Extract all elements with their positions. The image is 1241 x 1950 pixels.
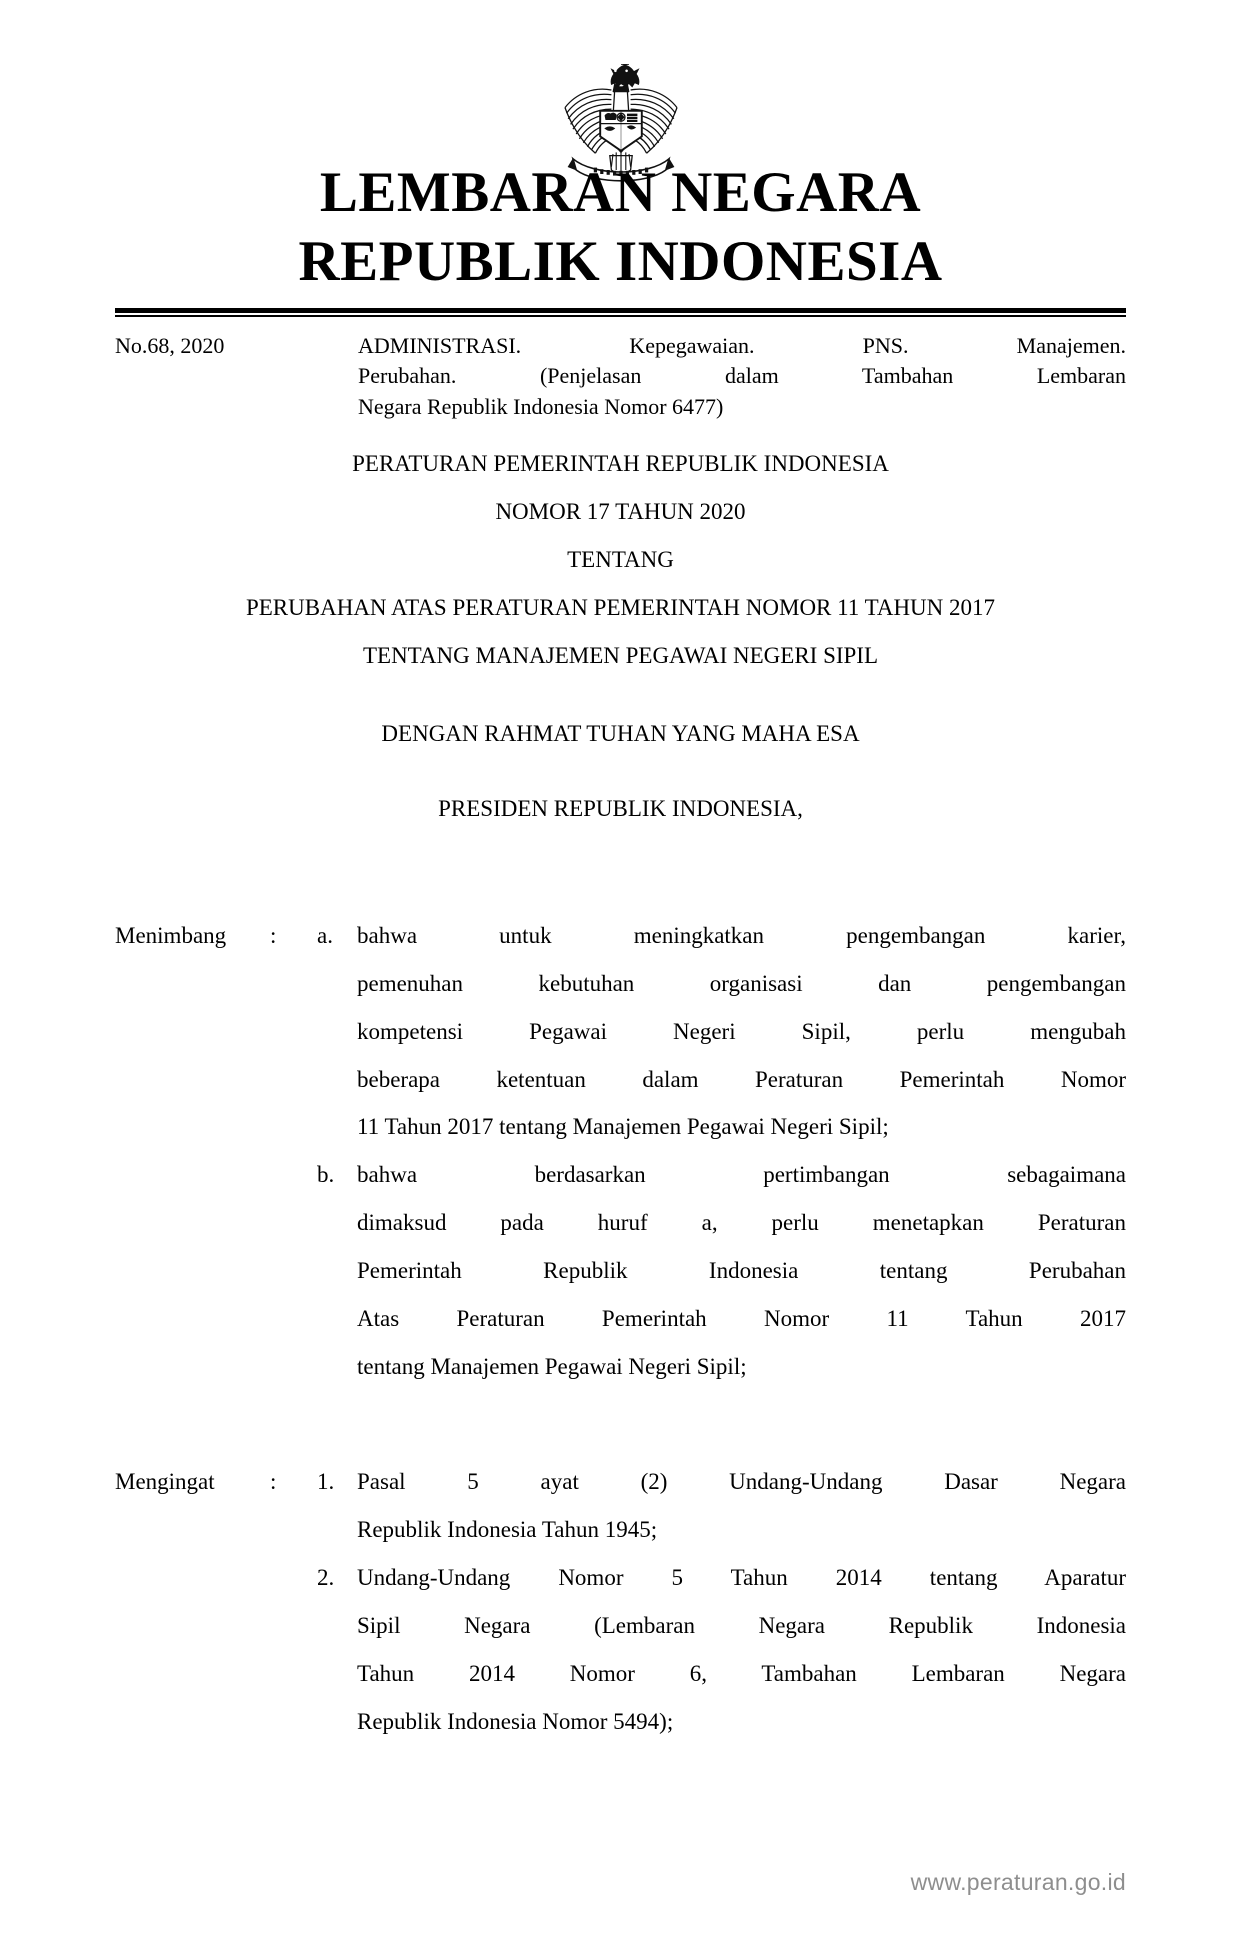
item-line: Republik Indonesia Nomor 5494); [357, 1708, 674, 1734]
item-text [357, 1151, 1126, 1390]
item-line: Sipil Negara (Lembaran Negara Republik Indonesia [357, 1612, 1126, 1638]
item-line: Pasal 5 ayat (2) Undang-Undang Dasar Negara [357, 1469, 1126, 1495]
gazette-number: No.68, 2020 [115, 333, 225, 358]
gazette-subject [358, 331, 1126, 422]
masthead-line-2: REPUBLIK INDONESIA [298, 230, 943, 293]
clause-colon: : [270, 1469, 277, 1495]
clause-item [317, 1554, 1126, 1745]
regulation-title [115, 452, 1126, 667]
item-marker: 2. [317, 1565, 335, 1591]
divider-thin [115, 315, 1126, 317]
clause-menimbang [115, 912, 1126, 1390]
clause-item-list [317, 1458, 1126, 1745]
item-line: Pemerintah Republik Indonesia tentang Perubahan [357, 1257, 1126, 1283]
title-line-2: NOMOR 17 TAHUN 2020 [495, 499, 746, 525]
item-text [357, 1554, 1126, 1745]
item-line: Tahun 2014 Nomor 6, Tambahan Lembaran Negara [357, 1660, 1126, 1686]
item-line: Atas Peraturan Pemerintah Nomor 11 Tahun 2017 [357, 1305, 1126, 1331]
gazette-subject-line-3: Negara Republik Indonesia Nomor 6477) [358, 393, 724, 419]
item-line: dimaksud pada huruf a, perlu menetapkan Peraturan [357, 1210, 1126, 1236]
item-line: Republik Indonesia Tahun 1945; [357, 1517, 658, 1543]
item-line: 11 Tahun 2017 tentang Manajemen Pegawai Negeri Sipil; [357, 1114, 889, 1140]
invocation-line: DENGAN RAHMAT TUHAN YANG MAHA ESA [381, 721, 860, 747]
item-marker: a. [317, 923, 333, 949]
item-line: beberapa ketentuan dalam Peraturan Pemerintah Nomor [357, 1066, 1126, 1092]
emblem-container [0, 0, 1241, 140]
title-line-4: PERUBAHAN ATAS PERATURAN PEMERINTAH NOMOR 11 TAHUN 2017 [245, 595, 996, 621]
item-line: tentang Manajemen Pegawai Negeri Sipil; [357, 1353, 747, 1379]
clause-label: Mengingat [115, 1469, 215, 1495]
clause-item [317, 1151, 1126, 1390]
clauses-section [115, 912, 1126, 1745]
clause-item [317, 1458, 1126, 1554]
item-line: bahwa berdasarkan pertimbangan sebagaimana [357, 1162, 1126, 1188]
clause-item [317, 912, 1126, 1151]
header-divider [115, 308, 1126, 317]
masthead [0, 161, 1241, 293]
item-marker: 1. [317, 1469, 335, 1495]
item-text [357, 912, 1126, 1151]
clause-gap [115, 1420, 1126, 1458]
item-text [357, 1458, 1126, 1554]
gazette-meta-row [115, 331, 1126, 422]
item-marker: b. [317, 1162, 335, 1188]
item-line: pemenuhan kebutuhan organisasi dan pengembangan [357, 970, 1126, 996]
clause-mengingat [115, 1458, 1126, 1745]
item-line: bahwa untuk meningkatkan pengembangan karier, [357, 923, 1126, 949]
title-line-3: TENTANG [567, 547, 674, 573]
title-line-5: TENTANG MANAJEMEN PEGAWAI NEGERI SIPIL [362, 643, 879, 669]
clause-colon: : [270, 923, 277, 949]
gazette-subject-line-1: ADMINISTRASI. Kepegawaian. PNS. Manajemen. [358, 333, 1126, 358]
item-line: Undang-Undang Nomor 5 Tahun 2014 tentang Aparatur [357, 1565, 1126, 1591]
president-line: PRESIDEN REPUBLIK INDONESIA, [438, 796, 803, 822]
clause-item-list [317, 912, 1126, 1390]
masthead-line-1: LEMBARAN NEGARA [319, 161, 922, 224]
title-line-1: PERATURAN PEMERINTAH REPUBLIK INDONESIA [352, 451, 889, 477]
clause-label: Menimbang [115, 923, 227, 949]
footer-watermark: www.peraturan.go.id [910, 1869, 1126, 1895]
divider-thick [115, 308, 1126, 313]
gazette-subject-line-2: Perubahan. (Penjelasan dalam Tambahan Lembaran [358, 363, 1126, 389]
item-line: kompetensi Pegawai Negeri Sipil, perlu mengubah [357, 1018, 1126, 1044]
